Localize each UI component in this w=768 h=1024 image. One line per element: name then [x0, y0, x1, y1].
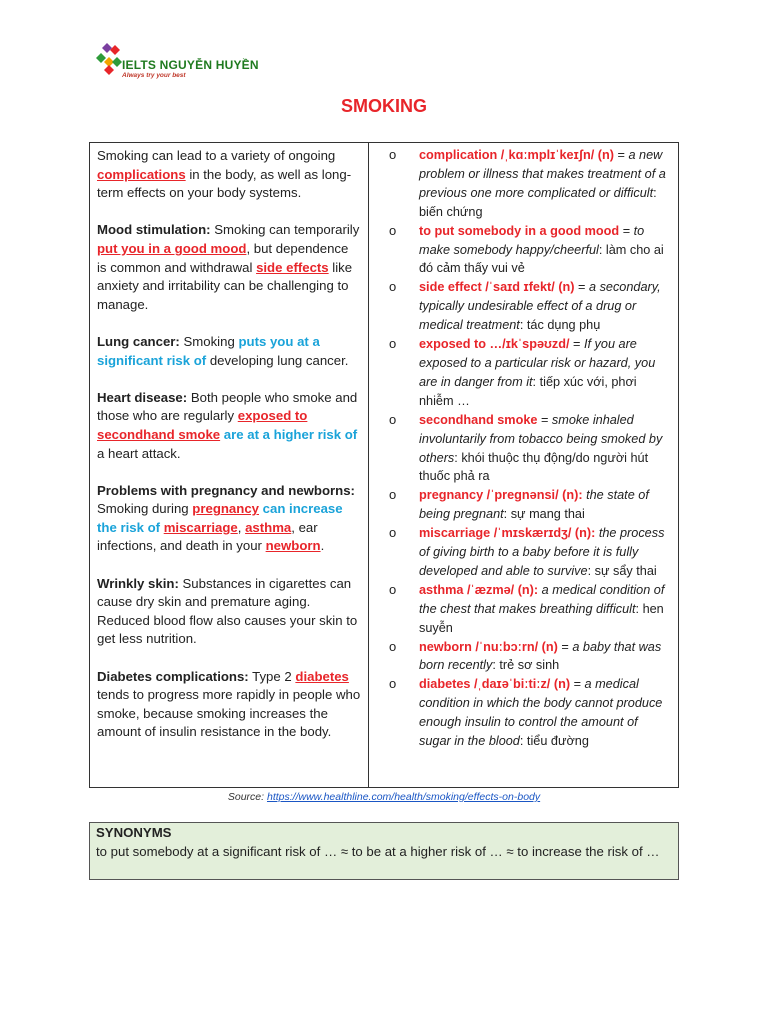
vocab-translation: : tiếp xúc với, phơi nhiễm …	[419, 374, 637, 408]
vocab-item	[375, 411, 670, 487]
bullet-icon: o	[389, 487, 397, 503]
bullet-icon: o	[389, 676, 397, 692]
vocab-term: complication /ˌkɑːmplɪˈkeɪʃn/ (n)	[419, 148, 614, 162]
page-title: SMOKING	[340, 96, 427, 116]
intro-paragraph	[97, 147, 361, 203]
text: Smoking can lead to a variety of ongoing	[97, 148, 336, 163]
separator: =	[537, 412, 552, 427]
section-heading: Problems with pregnancy and newborns:	[97, 482, 355, 498]
vocab-highlight: side effects	[256, 259, 329, 275]
vocab-item	[375, 146, 670, 222]
vocab-highlight: miscarriage	[163, 519, 238, 535]
synonym-highlight: are at a higher risk of	[223, 426, 358, 442]
synonyms-title: SYNONYMS	[96, 825, 172, 840]
vocab-item	[375, 675, 670, 751]
vocab-translation: : tác dụng phụ	[519, 318, 601, 333]
vocab-definition: a new problem or illness that makes treatment of a previous one more complicated or difficult	[419, 148, 666, 200]
separator: =	[574, 280, 589, 295]
text: developing lung cancer.	[206, 352, 349, 368]
separator: =	[569, 337, 584, 352]
vocab-translation: : làm cho ai đó cảm thấy vui vẻ	[419, 242, 664, 276]
text: a heart attack.	[97, 445, 181, 461]
vocab-term: secondhand smoke	[419, 412, 538, 427]
vocab-term: miscarriage /ˈmɪskærɪdʒ/ (n):	[419, 526, 596, 541]
text: Type 2	[248, 668, 296, 684]
bullet-icon: o	[389, 336, 397, 352]
vocab-definition: a secondary, typically undesirable effect of a drug or medical treatment	[419, 280, 661, 333]
text: , but dependence is common and withdrawal	[97, 240, 349, 275]
vocab-definition: a baby that was born recently	[419, 639, 662, 673]
vocab-item	[375, 335, 670, 411]
vocab-item	[375, 278, 670, 335]
mood-paragraph	[97, 221, 361, 314]
section-heading: Lung cancer:	[97, 333, 180, 349]
vocab-highlight: pregnancy	[192, 501, 259, 517]
vocab-item	[375, 581, 670, 638]
vocab-translation: : sự mang thai	[503, 507, 585, 522]
vocab-highlight: exposed to secondhand smoke	[97, 408, 308, 442]
vocab-translation: : biến chứng	[419, 185, 657, 219]
separator: =	[613, 148, 629, 162]
bullet-icon: o	[389, 581, 397, 597]
separator: =	[619, 223, 634, 238]
source-label: Source:	[227, 791, 267, 803]
vocab-definition: to make somebody happy/cheerful	[419, 223, 645, 257]
vocab-highlight: diabetes	[295, 668, 349, 684]
section-heading: Heart disease:	[97, 389, 188, 405]
pregnancy-paragraph	[97, 482, 361, 556]
diabetes-paragraph	[97, 668, 361, 742]
vocab-term: pregnancy /ˈpreɡnənsi/ (n):	[419, 488, 583, 503]
bullet-icon: o	[389, 411, 397, 427]
skin-paragraph	[97, 575, 361, 649]
vocab-definition: If you are exposed to a particular risk or hazard, you are in danger from it	[419, 337, 656, 389]
vocab-translation: : khói thuộc thụ động/do người hút thuốc phả ra	[419, 450, 649, 484]
bullet-icon: o	[389, 638, 397, 654]
text: Substances in cigarettes can cause dry skin and premature aging. Reduced blood flow also causes your skin to get less nutrition.	[97, 575, 358, 647]
logo-name: IELTS NGUYỄN HUYỀN	[122, 58, 259, 72]
bullet-icon: o	[389, 525, 397, 541]
passage-column	[90, 143, 369, 787]
separator: =	[557, 639, 573, 654]
text: .	[320, 538, 325, 554]
bullet-icon: o	[389, 279, 397, 295]
text: Smoking can temporarily	[210, 222, 360, 238]
vocab-translation: : trẻ sơ sinh	[492, 658, 560, 673]
vocab-highlight: put you in a good mood	[97, 240, 247, 256]
vocab-highlight: newborn	[265, 538, 321, 554]
text: ,	[237, 519, 246, 535]
text: Smoking during	[97, 501, 193, 517]
vocab-highlight: asthma	[245, 519, 292, 535]
section-heading: Wrinkly skin:	[97, 575, 179, 591]
bullet-icon: o	[389, 147, 397, 162]
vocab-translation: : sự sẩy thai	[587, 563, 657, 578]
synonym-highlight: puts you at a significant risk of	[97, 333, 320, 368]
vocab-highlight: complications	[97, 166, 186, 182]
vocab-item	[375, 638, 670, 676]
text: Smoking	[179, 333, 239, 349]
vocab-term: side effect /ˈsaɪd ɪfekt/ (n)	[419, 280, 575, 295]
vocab-translation: : tiểu đường	[519, 734, 589, 749]
source-line	[0, 791, 768, 803]
vocab-item	[375, 222, 670, 279]
synonyms-box	[89, 822, 679, 880]
vocab-item	[375, 486, 670, 524]
lung-paragraph	[97, 333, 361, 370]
vocabulary-list	[375, 146, 670, 751]
vocab-translation: : hen suyễn	[419, 601, 664, 635]
section-heading: Mood stimulation:	[97, 222, 211, 238]
vocab-definition: a medical condition in which the body cannot produce enough insulin to control the amount of sugar in the blood	[419, 677, 663, 749]
text: like anxiety and irritability can be challenging to manage.	[97, 259, 353, 312]
text: , ear infections, and death in your	[97, 519, 318, 554]
text: tends to progress more rapidly in people who smoke, because smoking increases the amount of insulin resistance in the body.	[97, 687, 361, 740]
vocab-term: asthma /ˈæzmə/ (n):	[419, 582, 539, 597]
section-heading: Diabetes complications:	[97, 668, 249, 684]
vocab-definition: a medical condition of the chest that makes breathing difficult	[419, 582, 665, 616]
content-table	[89, 142, 679, 788]
vocab-definition: smoke inhaled involuntarily from tobacco being smoked by others	[419, 412, 663, 465]
source-link[interactable]: https://www.healthline.com/health/smoking/effects-on-body	[266, 791, 541, 803]
brand-logo	[96, 42, 259, 82]
logo-tagline: Always try your best	[122, 72, 186, 79]
vocab-term: to put somebody in a good mood	[419, 223, 620, 238]
vocab-definition: the process of giving birth to a baby before it is fully developed and able to survive	[419, 526, 665, 578]
separator: =	[570, 677, 585, 692]
synonym-highlight: can increase the risk of	[97, 501, 343, 535]
vocabulary-column	[369, 143, 678, 787]
bullet-icon: o	[389, 222, 397, 238]
vocab-item	[375, 524, 670, 581]
heart-paragraph	[97, 389, 361, 463]
synonyms-text: to put somebody at a significant risk of … ≈ to be at a higher risk of … ≈ to increase the risk of …	[96, 843, 660, 859]
text: Both people who smoke and those who are regularly	[97, 389, 358, 424]
vocab-definition: the state of being pregnant	[419, 488, 649, 522]
text: in the body, as well as long-term effects on your body systems.	[97, 166, 352, 201]
vocab-term: newborn /ˈnuːbɔːrn/ (n)	[419, 639, 558, 654]
vocab-term: exposed to …/ɪkˈspəʊzd/	[419, 337, 570, 352]
vocab-term: diabetes /ˌdaɪəˈbiːtiːz/ (n)	[419, 677, 571, 692]
